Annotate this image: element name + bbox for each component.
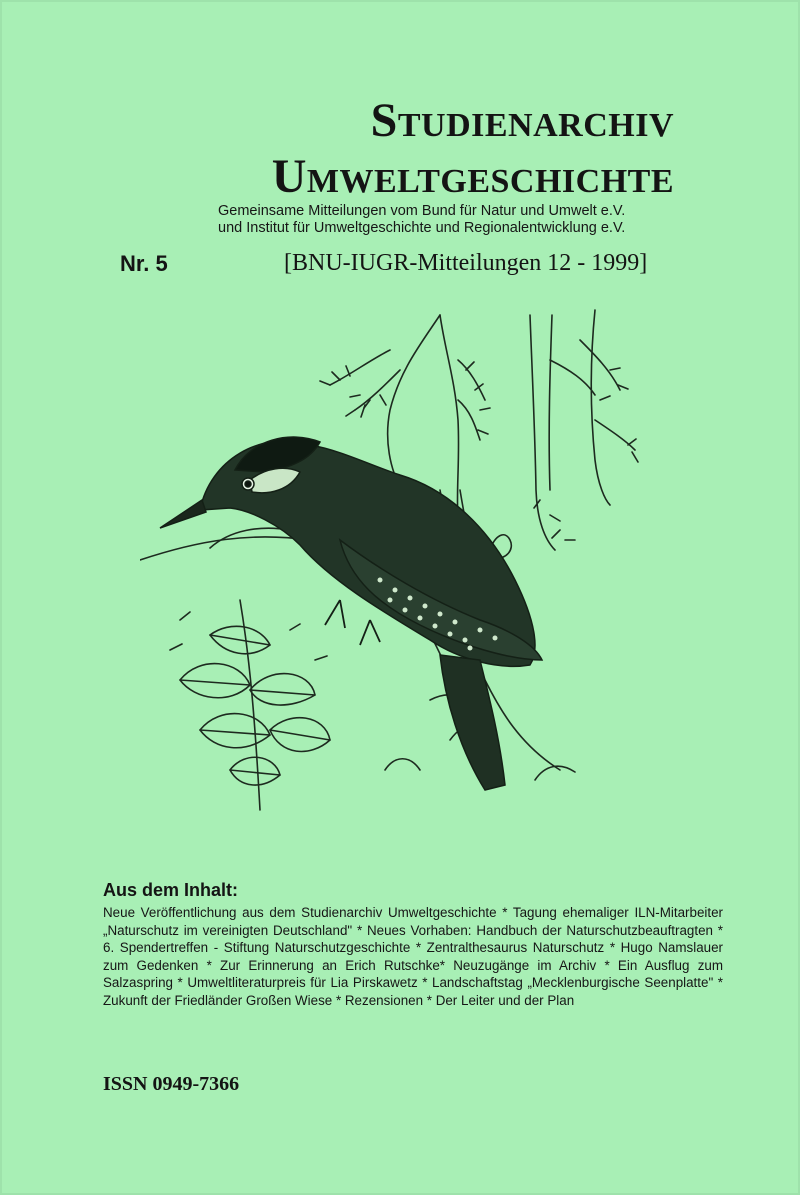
contents-heading: Aus dem Inhalt:	[103, 880, 239, 900]
series-label: [BNU-IUGR-Mitteilungen 12 - 1999]	[284, 250, 648, 276]
issue-number: Nr. 5	[120, 251, 168, 276]
subtitle-line-2: und Institut für Umweltgeschichte und Regionalentwicklung e.V.	[218, 220, 626, 236]
issn-number: ISSN 0949-7366	[103, 1073, 240, 1095]
woodpecker-illustration-icon	[140, 300, 680, 820]
subtitle-line-1: Gemeinsame Mitteilungen vom Bund für Natur und Umwelt e.V.	[218, 203, 626, 219]
title-line-2: Umweltgeschichte	[271, 150, 674, 203]
title-line-1: Studienarchiv	[370, 94, 674, 147]
contents-text: Neue Veröffentlichung aus dem Studienarchiv Umweltgeschichte * Tagung ehemaliger ILN-Mitarbeiter „Naturschutz im vereinigten Deutschland" * Neues Vorhaben: Handbuch der Naturschutzbeauftragten * 6. Spendertreffen - Stiftung Naturschutzgeschichte * Zentralthesaurus Naturschutz * Hugo Namslauer zum Gedenken * Zur Erinnerung an Erich Rutschke* Neuzugänge im Archiv * Ein Ausflug zum Salzaspring * Umweltliteraturpreis für Lia Pirskawetz * Landschaftstag „Mecklenburgische Seenplatte" * Zukunft der Friedländer Großen Wiese * Rezensionen * Der Leiter und der Plan	[103, 905, 723, 1008]
